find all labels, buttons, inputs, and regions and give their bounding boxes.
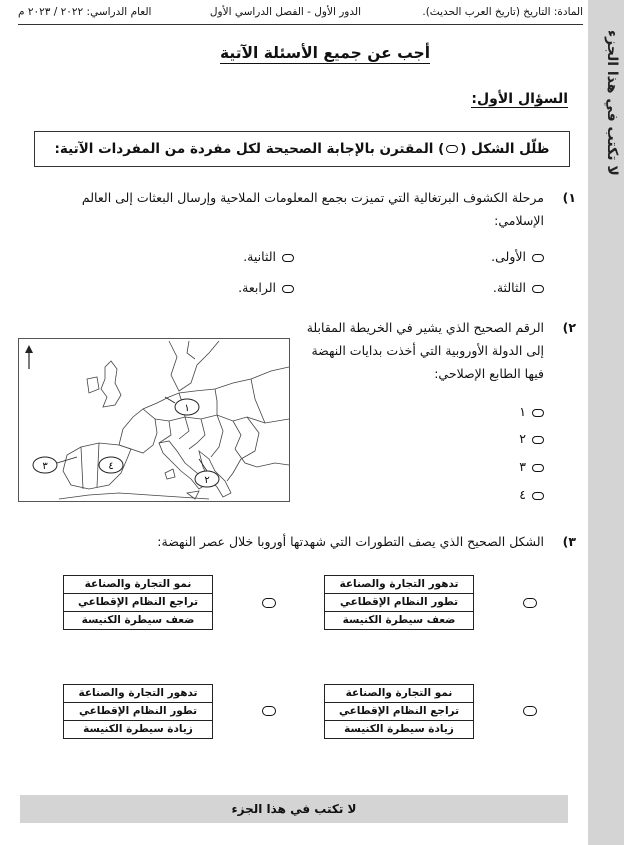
- europe-map: [18, 338, 290, 502]
- sidebar-text: لا تكتب في هذا الجزء: [604, 30, 620, 176]
- q3-option-2-oval-icon[interactable]: [262, 598, 276, 608]
- instruction-before: ظلّل الشكل (: [460, 141, 550, 157]
- q3-option-2-box[interactable]: نمو التجارة والصناعة تراجع النظام الإقطاعي ضعف سيطرة الكنيسة: [63, 575, 213, 630]
- answer-oval-icon[interactable]: [532, 436, 544, 444]
- q2-text: الرقم الصحيح الذي يشير في الخريطة المقابلة إلى الدولة الأوروبية التي أخذت بدايات النهضة فيها الطابع الإصلاحي:: [306, 320, 544, 381]
- answer-oval-icon[interactable]: [532, 285, 544, 293]
- q1-option-4[interactable]: الرابعة.: [238, 280, 294, 295]
- header-term: الدور الأول - الفصل الدراسي الأول: [209, 6, 361, 18]
- q2-option-4[interactable]: ٤: [519, 487, 544, 502]
- europe-map-drawing: [19, 339, 289, 501]
- svg-text:٢: ٢: [204, 475, 210, 486]
- oval-shape-icon: [446, 145, 458, 153]
- svg-text:٣: ٣: [42, 461, 48, 472]
- q1-option-2[interactable]: الثانية.: [243, 249, 294, 264]
- map-label-4: [99, 457, 123, 473]
- answer-oval-icon[interactable]: [532, 254, 544, 262]
- q2-option-1[interactable]: ١: [519, 404, 544, 419]
- instruction-after: ) المقترن بالإجابة الصحيحة لكل مفردة من المفردات الآتية:: [54, 141, 445, 157]
- q3-text: الشكل الصحيح الذي يصف التطورات التي شهدتها أوروبا خلال عصر النهضة:: [157, 534, 544, 549]
- q3-number: ٣): [562, 534, 576, 549]
- exam-header: [18, 6, 583, 24]
- q3-option-3-oval-icon[interactable]: [523, 706, 537, 716]
- q1-option-1[interactable]: الأولى.: [491, 249, 544, 264]
- do-not-write-sidebar: [588, 0, 624, 845]
- q3-option-1-box[interactable]: تدهور التجارة والصناعة تطور النظام الإقطاعي ضعف سيطرة الكنيسة: [324, 575, 474, 630]
- q3-option-4-box[interactable]: تدهور التجارة والصناعة تطور النظام الإقطاعي زيادة سيطرة الكنيسة: [63, 684, 213, 739]
- map-label-3: [33, 457, 77, 473]
- answer-oval-icon[interactable]: [282, 254, 294, 262]
- instruction-box: [34, 131, 570, 167]
- q1-number: ١): [562, 190, 576, 205]
- map-label-2: [195, 459, 219, 487]
- header-rule: [18, 24, 583, 25]
- q3-option-1-oval-icon[interactable]: [523, 598, 537, 608]
- q2-option-3[interactable]: ٣: [519, 459, 544, 474]
- answer-oval-icon[interactable]: [532, 464, 544, 472]
- svg-text:١: ١: [184, 403, 190, 414]
- header-year: العام الدراسي: ٢٠٢٢ / ٢٠٢٣ م: [18, 6, 152, 18]
- q3-option-3-box[interactable]: نمو التجارة والصناعة تراجع النظام الإقطاعي زيادة سيطرة الكنيسة: [324, 684, 474, 739]
- q1-option-3[interactable]: الثالثة.: [493, 280, 544, 295]
- q3-option-4-oval-icon[interactable]: [262, 706, 276, 716]
- map-label-1: [165, 397, 199, 415]
- q2-number: ٢): [562, 320, 576, 335]
- answer-oval-icon[interactable]: [532, 492, 544, 500]
- header-subject: المادة: التاريخ (تاريخ العرب الحديث).: [422, 6, 583, 18]
- answer-oval-icon[interactable]: [282, 285, 294, 293]
- q1-text: مرحلة الكشوف البرتغالية التي تميزت بجمع المعلومات الملاحية وإرسال البعثات إلى العالم الإسلامي:: [81, 190, 544, 228]
- page-title: أجب عن جميع الأسئلة الآتية: [219, 44, 431, 62]
- section-title: السؤال الأول:: [471, 91, 568, 107]
- q2-option-2[interactable]: ٢: [519, 431, 544, 446]
- do-not-write-footer: لا تكتب في هذا الجزء: [20, 795, 568, 823]
- answer-oval-icon[interactable]: [532, 409, 544, 417]
- svg-text:٤: ٤: [108, 461, 114, 472]
